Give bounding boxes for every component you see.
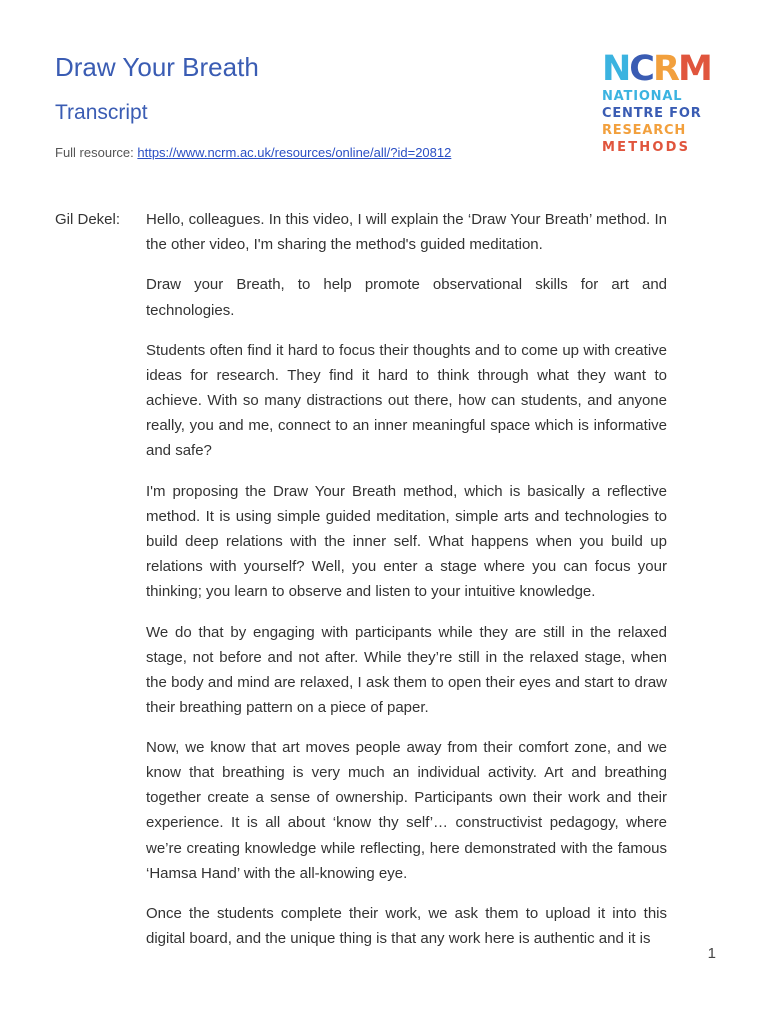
- logo-letter-m: M: [677, 49, 711, 89]
- transcript-paragraph: Once the students complete their work, we ask them to upload it into this digital board, and the unique thing is that any work here is authentic and it is: [146, 905, 667, 948]
- transcript-paragraph: We do that by engaging with participants while they are still in the relaxed stage, not before and not after. While they’re still in the relaxed stage, when the body and mind are relaxed, I ask them to open their eyes and start to draw their breathing pattern on a piece of paper.: [146, 623, 667, 716]
- resource-link[interactable]: https://www.ncrm.ac.uk/resources/online/all/?id=20812: [137, 145, 452, 160]
- logo-line-national: NATIONAL: [602, 89, 683, 104]
- transcript-body: [146, 207, 667, 967]
- logo-mark: [602, 50, 722, 88]
- transcript-paragraph: Students often find it hard to focus their thoughts and to come up with creative ideas for research. They find it hard to think through what they want to achieve. With so many distractions out there, how can students, and anyone really, you and me, connect to an inner meaningful space which is informative and safe?: [146, 341, 667, 460]
- ncrm-logo: [602, 50, 722, 156]
- resource-label: Full resource:: [55, 145, 138, 160]
- transcript-paragraph: I'm proposing the Draw Your Breath method, which is basically a reflective method. It is using simple guided meditation, simple arts and technologies to build deep relations with the inner self. What happens when you build up relations with yourself? Well, you enter a stage where you can focus your thinking; you learn to observe and listen to your intuitive knowledge.: [146, 482, 667, 601]
- transcript-paragraph: Hello, colleagues. In this video, I will explain the ‘Draw Your Breath’ method. In the other video, I'm sharing the method's guided meditation.: [146, 211, 667, 254]
- resource-line: [55, 144, 451, 162]
- speaker-name: Gil Dekel:: [55, 211, 121, 228]
- transcript-paragraph: Now, we know that art moves people away from their comfort zone, and we know that breathing is very much an individual activity. Art and breathing together create a sense of ownership. Participants own their work and their experience. It is all about ‘know thy self’… constructivist pedagogy, where we’re creating knowledge while reflecting, here demonstrated with the famous ‘Hamsa Hand’ with the all-knowing eye.: [146, 739, 667, 882]
- page-number: 1: [707, 945, 716, 962]
- transcript-paragraph: Draw your Breath, to help promote observational skills for art and technologies.: [146, 276, 667, 319]
- logo-letter-n: N: [602, 49, 630, 89]
- logo-letter-c: C: [629, 49, 653, 89]
- logo-letter-r: R: [652, 49, 678, 89]
- logo-line-centre: CENTRE FOR: [602, 106, 702, 121]
- document-title: Draw Your Breath: [55, 52, 259, 82]
- document-subtitle: Transcript: [55, 101, 148, 124]
- logo-line-methods: METHODS: [602, 140, 691, 155]
- logo-line-research: RESEARCH: [602, 123, 687, 138]
